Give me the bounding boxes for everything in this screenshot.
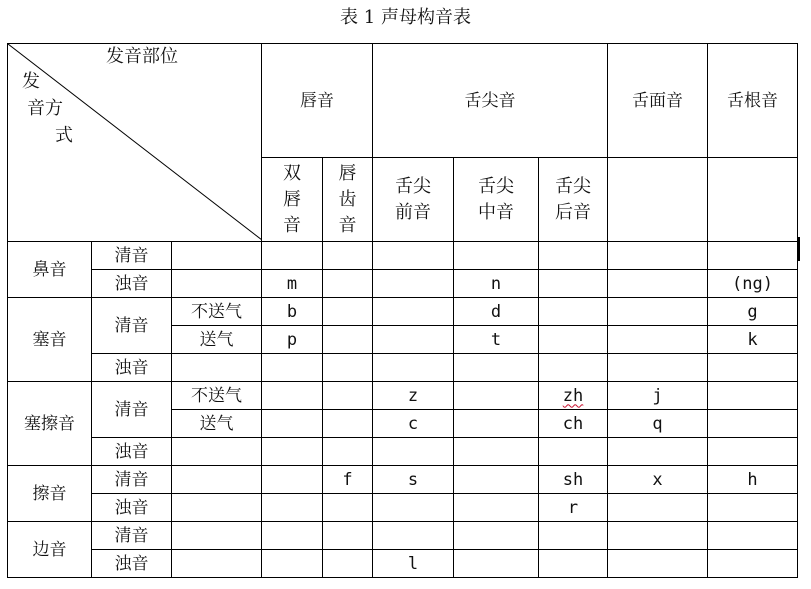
manner-lateral: 边音 <box>8 522 92 578</box>
header-apical: 舌尖音 <box>373 44 608 158</box>
subheader-apical-mid: 舌尖 中音 <box>454 158 539 242</box>
subheader-labiodental: 唇 齿 音 <box>323 158 373 242</box>
manner-label-part: 音方 <box>27 98 63 119</box>
initial-cell: j <box>608 382 708 410</box>
manner-fricative: 擦音 <box>8 466 92 522</box>
diagonal-line <box>8 44 262 240</box>
subheader-laminal-empty <box>608 158 708 242</box>
voicing-label: 浊音 <box>92 494 172 522</box>
table-row <box>8 550 798 578</box>
voicing-label: 清音 <box>92 382 172 438</box>
table-edge-mark <box>798 237 800 261</box>
table-row <box>8 494 798 522</box>
subheader-bilabial: 双 唇 音 <box>262 158 323 242</box>
initial-cell: x <box>608 466 708 494</box>
initial-cell: s <box>373 466 454 494</box>
voicing-label: 浊音 <box>92 438 172 466</box>
table-row <box>8 382 798 410</box>
initial-cell: r <box>539 494 608 522</box>
table-row <box>8 270 798 298</box>
manner-affricate: 塞擦音 <box>8 382 92 466</box>
table-row <box>8 438 798 466</box>
aspiration-label: 送气 <box>172 410 262 438</box>
initial-cell: h <box>708 466 798 494</box>
header-labial: 唇音 <box>262 44 373 158</box>
initial-cell: z <box>373 382 454 410</box>
header-dorsal: 舌根音 <box>708 44 798 158</box>
place-of-articulation-label: 发音部位 <box>106 46 178 67</box>
initial-cell: p <box>262 326 323 354</box>
table-row <box>8 242 798 270</box>
manner-label-part: 发 <box>22 71 40 92</box>
subheader-dorsal-empty <box>708 158 798 242</box>
table-row <box>8 522 798 550</box>
initial-cell: (ng) <box>708 270 798 298</box>
initial-cell: f <box>323 466 373 494</box>
initial-cell: b <box>262 298 323 326</box>
initial-cell: k <box>708 326 798 354</box>
header-laminal: 舌面音 <box>608 44 708 158</box>
initial-cell: g <box>708 298 798 326</box>
initials-table <box>7 43 798 578</box>
table-row <box>8 354 798 382</box>
voicing-label: 清音 <box>92 242 172 270</box>
voicing-label: 浊音 <box>92 354 172 382</box>
table-title: 表 1 声母构音表 <box>340 7 471 28</box>
initial-cell: n <box>454 270 539 298</box>
manner-label-part: 式 <box>55 125 73 146</box>
table-row <box>8 298 798 326</box>
subheader-apical-front: 舌尖 前音 <box>373 158 454 242</box>
aspiration-label: 送气 <box>172 326 262 354</box>
initial-cell: t <box>454 326 539 354</box>
voicing-label: 浊音 <box>92 550 172 578</box>
voicing-label: 浊音 <box>92 270 172 298</box>
aspiration-label: 不送气 <box>172 382 262 410</box>
initial-cell: l <box>373 550 454 578</box>
initial-cell: d <box>454 298 539 326</box>
subheader-apical-back: 舌尖 后音 <box>539 158 608 242</box>
aspiration-label: 不送气 <box>172 298 262 326</box>
initial-cell: m <box>262 270 323 298</box>
initial-cell: zh <box>562 385 584 406</box>
initial-cell: ch <box>539 410 608 438</box>
manner-nasal: 鼻音 <box>8 242 92 298</box>
initial-cell: q <box>608 410 708 438</box>
table-row <box>8 466 798 494</box>
voicing-label: 清音 <box>92 298 172 354</box>
corner-header <box>8 44 262 242</box>
initial-cell: c <box>373 410 454 438</box>
manner-stop: 塞音 <box>8 298 92 382</box>
initial-cell: sh <box>539 466 608 494</box>
voicing-label: 清音 <box>92 466 172 494</box>
voicing-label: 清音 <box>92 522 172 550</box>
